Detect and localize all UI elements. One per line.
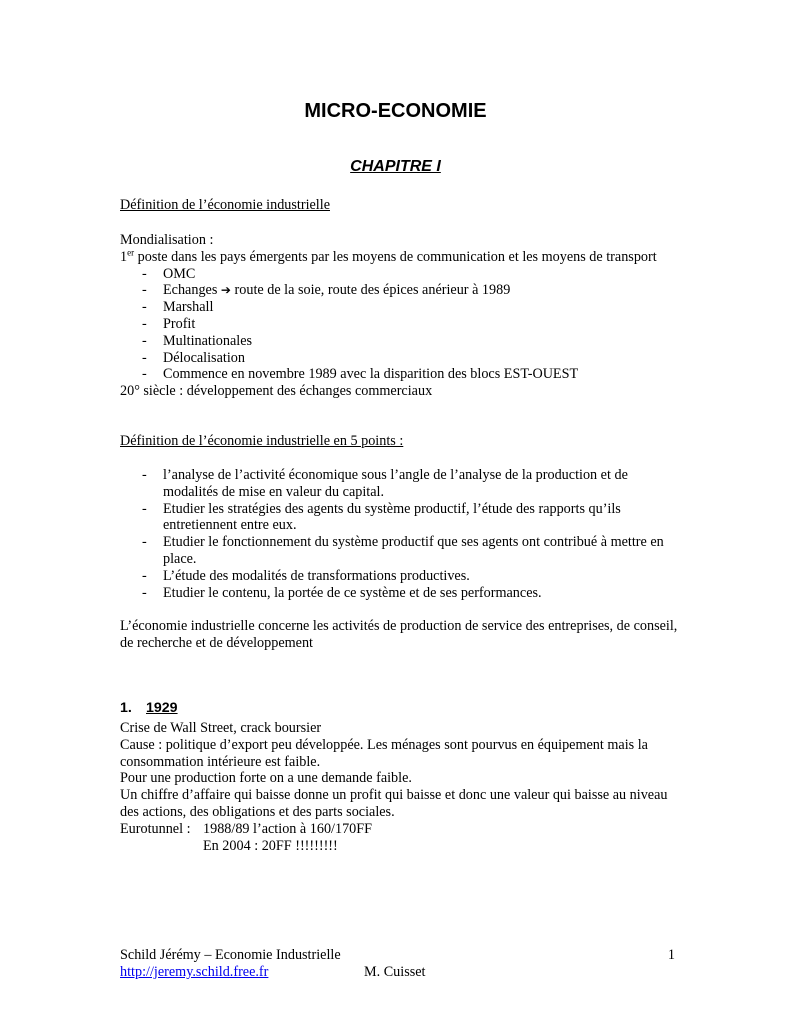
mondialisation-label: Mondialisation : bbox=[120, 232, 214, 248]
footer-author: Schild Jérémy – Economie Industrielle bbox=[120, 947, 341, 963]
paragraph: Crise de Wall Street, crack boursier bbox=[120, 720, 322, 736]
page-title: MICRO-ECONOMIE bbox=[304, 100, 487, 122]
conclusion-paragraph: L’économie industrielle concerne les activités de production de service des entreprises, de conseil, de recherche et de développement bbox=[120, 618, 678, 651]
list-item: - L’étude des modalités de transformations productives. bbox=[120, 568, 680, 585]
eurotunnel-label: Eurotunnel : bbox=[120, 820, 191, 837]
eurotunnel-value-2: En 2004 : 20FF !!!!!!!!! bbox=[203, 837, 338, 854]
definition-heading: Définition de l’économie industrielle bbox=[120, 197, 330, 213]
list-item: - Commence en novembre 1989 avec la disparition des blocs EST-OUEST bbox=[120, 366, 680, 383]
ordinal-suffix: er bbox=[127, 247, 135, 258]
mondialisation-intro bbox=[120, 249, 680, 266]
eurotunnel-value-1: 1988/89 l’action à 160/170FF bbox=[203, 820, 373, 837]
paragraph: Cause : politique d’export peu développée. Les ménages sont pourvus en équipement mais la consommation intérieure est faible. bbox=[120, 736, 648, 770]
intro-text: poste dans les pays émergents par les moyens de communication et les moyens de transport bbox=[134, 248, 657, 265]
list-item: - Marshall bbox=[120, 299, 680, 316]
page-number: 1 bbox=[667, 947, 675, 963]
list-item: - Multinationales bbox=[120, 333, 680, 350]
list-item: - Etudier les stratégies des agents du système productif, l’étude des rapports qu’ils entretiennent entre eux. bbox=[120, 501, 680, 535]
paragraph: Un chiffre d’affaire qui baisse donne un profit qui baisse et donc une valeur qui baisse au niveau des actions, des obligations et des parts sociales. bbox=[120, 787, 668, 820]
footer-teacher: M. Cuisset bbox=[364, 964, 426, 980]
mondialisation-list bbox=[120, 266, 680, 384]
list-item: - Délocalisation bbox=[120, 350, 680, 367]
section-heading bbox=[120, 700, 178, 716]
footer-link[interactable]: http://jeremy.schild.free.fr bbox=[120, 964, 269, 980]
page-footer bbox=[120, 947, 675, 981]
paragraph: Pour une production forte on a une demande faible. bbox=[120, 770, 412, 787]
list-item: - l’analyse de l’activité économique sous l’angle de l’analyse de la production et de modalités de mise en valeur du capital. bbox=[120, 467, 680, 501]
five-points-list bbox=[120, 467, 680, 601]
list-item: - Echanges ➔ route de la soie, route des épices anérieur à 1989 bbox=[120, 282, 680, 299]
right-arrow-icon: ➔ bbox=[220, 283, 231, 298]
definition-5-points-heading: Définition de l’économie industrielle en 5 points : bbox=[120, 433, 404, 449]
section-number: 1. bbox=[120, 700, 132, 716]
list-item: - Profit bbox=[120, 316, 680, 333]
five-points-block bbox=[120, 467, 680, 601]
eurotunnel-row-2 bbox=[120, 838, 680, 855]
chapter-heading: CHAPITRE I bbox=[350, 158, 441, 175]
section-label: 1929 bbox=[146, 700, 178, 716]
mondialisation-block bbox=[120, 232, 680, 400]
list-item: - Etudier le fonctionnement du système productif que ses agents ont contribué à mettre en place. bbox=[120, 534, 680, 568]
section-body bbox=[120, 720, 680, 854]
eurotunnel-row bbox=[120, 821, 680, 838]
siecle-text: 20° siècle : développement des échanges commerciaux bbox=[120, 383, 433, 400]
list-item: - OMC bbox=[120, 266, 680, 283]
list-item: - Etudier le contenu, la portée de ce système et de ses performances. bbox=[120, 585, 680, 602]
ordinal-number: 1 bbox=[120, 248, 128, 265]
